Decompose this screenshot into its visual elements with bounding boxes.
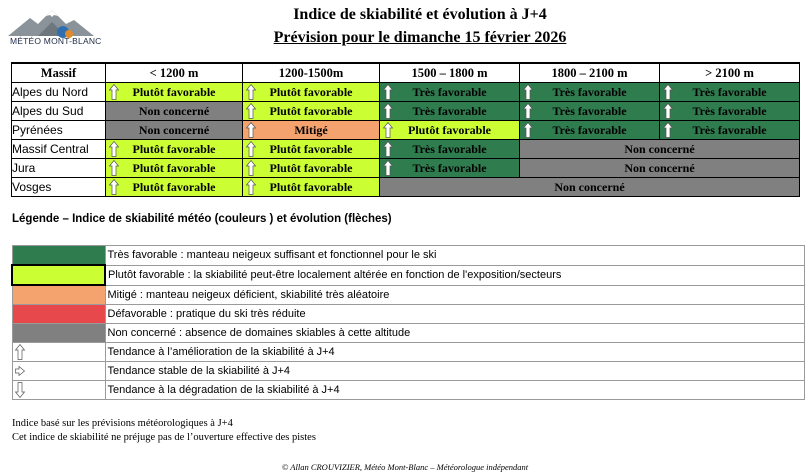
skiability-cell [243, 159, 380, 178]
skiability-label: Plutôt favorable [269, 103, 353, 118]
skiability-label: Plutôt favorable [132, 141, 216, 156]
trend-up-arrow-icon [383, 103, 393, 119]
skiability-cell [243, 121, 380, 140]
skiability-cell [660, 121, 800, 140]
legend-arrow-right-icon [12, 362, 105, 381]
trend-up-arrow-icon [383, 160, 393, 176]
table-body [12, 83, 800, 197]
trend-up-arrow-icon [383, 122, 393, 138]
legend-swatch-mitige [12, 285, 105, 305]
table-header-row [12, 63, 800, 83]
skiability-label: Plutôt favorable [269, 179, 353, 194]
massif-name: Vosges [12, 178, 106, 197]
skiability-label: Non concerné [554, 179, 625, 194]
skiability-cell [380, 83, 520, 102]
trend-up-arrow-icon [663, 84, 673, 100]
column-header-altitude: > 2100 m [660, 63, 800, 83]
skiability-label: Plutôt favorable [269, 141, 353, 156]
skiability-label: Très favorable [412, 160, 487, 175]
column-header-altitude: 1200-1500m [243, 63, 380, 83]
skiability-label: Plutôt favorable [132, 84, 216, 99]
legend-row [12, 343, 805, 362]
skiability-label: Très favorable [552, 122, 627, 137]
trend-up-arrow-icon [109, 141, 119, 157]
table-row [12, 140, 800, 159]
skiability-label: Non concerné [624, 160, 695, 175]
trend-up-arrow-icon [109, 179, 119, 195]
skiability-cell [520, 121, 660, 140]
trend-up-arrow-icon [523, 84, 533, 100]
trend-up-arrow-icon [109, 84, 119, 100]
legend-arrow-up-icon [12, 343, 105, 362]
skiability-cell [106, 121, 243, 140]
trend-up-arrow-icon [523, 103, 533, 119]
skiability-label: Plutôt favorable [269, 84, 353, 99]
table-row [12, 178, 800, 197]
table-row [12, 159, 800, 178]
skiability-label: Très favorable [692, 103, 767, 118]
skiability-label: Très favorable [412, 103, 487, 118]
skiability-label: Très favorable [692, 122, 767, 137]
legend-description: Tendance stable de la skiabilité à J+4 [105, 362, 805, 381]
skiability-cell [520, 159, 800, 178]
skiability-label: Plutôt favorable [408, 122, 491, 137]
skiability-table [11, 62, 800, 197]
legend-description: Tendance à la dégradation de la skiabilité à J+4 [105, 381, 805, 400]
table-row [12, 102, 800, 121]
skiability-cell [380, 140, 520, 159]
massif-name: Jura [12, 159, 106, 178]
skiability-cell [106, 140, 243, 159]
note-disclaimer: Cet indice de skiabilité ne préjuge pas de l’ouverture effective des pistes [12, 432, 316, 443]
trend-up-arrow-icon [383, 141, 393, 157]
skiability-cell [106, 83, 243, 102]
massif-name: Pyrénées [12, 121, 106, 140]
skiability-label: Plutôt favorable [132, 179, 216, 194]
trend-up-arrow-icon [246, 103, 256, 119]
skiability-label: Très favorable [552, 84, 627, 99]
skiability-label: Non concerné [624, 141, 695, 156]
massif-name: Massif Central [12, 140, 106, 159]
column-header-altitude: 1800 – 2100 m [520, 63, 660, 83]
skiability-cell [243, 83, 380, 102]
skiability-label: Plutôt favorable [132, 160, 216, 175]
skiability-cell [106, 159, 243, 178]
legend-row [12, 381, 805, 400]
legend-row [12, 324, 805, 343]
skiability-label: Très favorable [692, 84, 767, 99]
table-row [12, 83, 800, 102]
skiability-cell [520, 140, 800, 159]
legend-row [12, 265, 805, 285]
column-header-altitude: < 1200 m [106, 63, 243, 83]
massif-name: Alpes du Nord [12, 83, 106, 102]
trend-up-arrow-icon [523, 122, 533, 138]
note-forecast-basis: Indice basé sur les prévisions météorologiques à J+4 [12, 418, 233, 429]
legend-row [12, 305, 805, 324]
trend-up-arrow-icon [663, 122, 673, 138]
legend-row [12, 246, 805, 266]
skiability-cell [380, 121, 520, 140]
skiability-cell [106, 102, 243, 121]
trend-up-arrow-icon [246, 122, 256, 138]
column-header-altitude: 1500 – 1800 m [380, 63, 520, 83]
skiability-cell [243, 140, 380, 159]
legend-swatch-plutot_favorable [12, 265, 105, 285]
page-title: Indice de skiabilité et évolution à J+4 [293, 6, 547, 23]
skiability-cell [380, 102, 520, 121]
legend-swatch-tres_favorable [12, 246, 105, 266]
trend-up-arrow-icon [663, 103, 673, 119]
legend-description: Plutôt favorable : la skiabilité peut-être localement altérée en fonction de l'exposition/secteurs [105, 265, 805, 285]
table-row [12, 121, 800, 140]
skiability-cell [243, 102, 380, 121]
skiability-cell [660, 83, 800, 102]
trend-up-arrow-icon [109, 160, 119, 176]
legend-description: Non concerné : absence de domaines skiables à cette altitude [105, 324, 805, 343]
skiability-label: Très favorable [552, 103, 627, 118]
legend-title: Légende – Indice de skiabilité météo (couleurs ) et évolution (flèches) [12, 213, 392, 225]
skiability-cell [660, 102, 800, 121]
credit-line: © Allan CROUVIZIER, Météo Mont-Blanc – Météorologue indépendant [281, 462, 529, 472]
trend-up-arrow-icon [246, 84, 256, 100]
page-subtitle: Prévision pour le dimanche 15 février 2026 [273, 29, 567, 46]
skiability-cell [106, 178, 243, 197]
legend-description: Tendance à l’amélioration de la skiabilité à J+4 [105, 343, 805, 362]
legend-row [12, 362, 805, 381]
logo-text: MÉTÉO MONT-BLANC [10, 36, 102, 46]
legend-swatch-non_concerne [12, 324, 105, 343]
skiability-label: Mitigé [294, 122, 328, 137]
skiability-cell [243, 178, 380, 197]
legend-row [12, 285, 805, 305]
trend-up-arrow-icon [246, 179, 256, 195]
skiability-label: Très favorable [412, 141, 487, 156]
skiability-label: Non concerné [138, 103, 210, 118]
skiability-cell [520, 102, 660, 121]
trend-up-arrow-icon [246, 160, 256, 176]
legend-description: Mitigé : manteau neigeux déficient, skiabilité très aléatoire [105, 285, 805, 305]
skiability-label: Non concerné [138, 122, 210, 137]
massif-name: Alpes du Sud [12, 102, 106, 121]
skiability-cell [380, 159, 520, 178]
skiability-cell [520, 83, 660, 102]
legend-swatch-defavorable [12, 305, 105, 324]
legend-description: Défavorable : pratique du ski très réduite [105, 305, 805, 324]
legend-arrow-down-icon [12, 381, 105, 400]
legend-description: Très favorable : manteau neigeux suffisant et fonctionnel pour le ski [105, 246, 805, 266]
skiability-label: Plutôt favorable [269, 160, 353, 175]
trend-up-arrow-icon [246, 141, 256, 157]
column-header-massif: Massif [12, 63, 106, 83]
trend-up-arrow-icon [383, 84, 393, 100]
skiability-cell [380, 178, 800, 197]
legend-table [11, 245, 805, 400]
skiability-label: Très favorable [412, 84, 487, 99]
